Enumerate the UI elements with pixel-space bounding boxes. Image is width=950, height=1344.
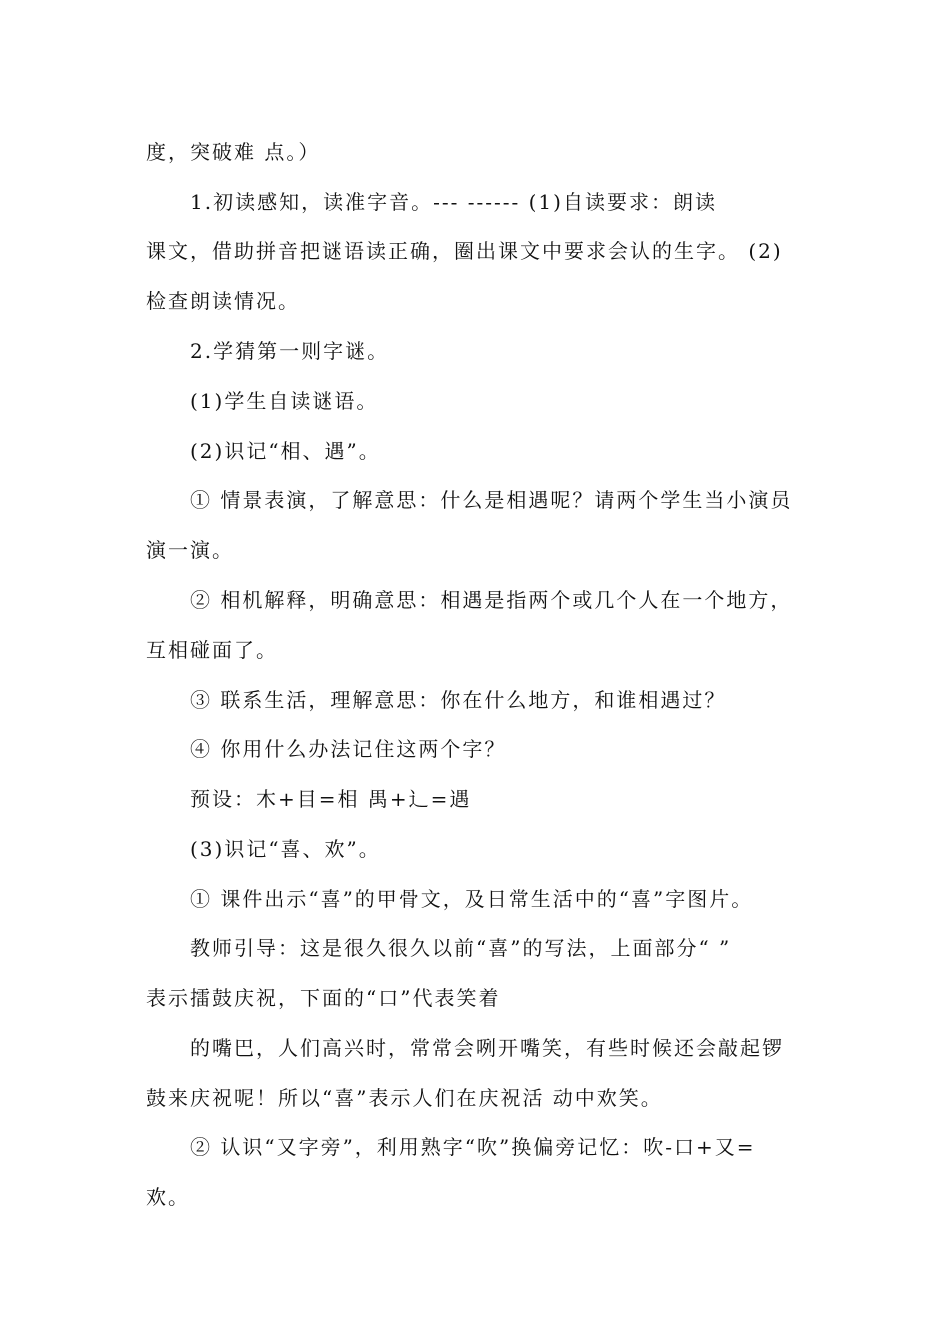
text-line-6: (1)学生自读谜语。 [190,389,379,413]
text-line-12: ③ 联系生活，理解意思：你在什么地方，和谁相遇过？ [190,688,727,712]
text-line-4: 检查朗读情况。 [146,289,300,313]
text-line-9: 演一演。 [146,538,234,562]
text-line-8: ① 情景表演，了解意思：什么是相遇呢？请两个学生当小演员 [190,488,793,512]
text-line-11: 互相碰面了。 [146,638,278,662]
text-line-10: ② 相机解释，明确意思：相遇是指两个或几个人在一个地方， [190,588,793,612]
text-line-17: 教师引导：这是很久很久以前“喜”的写法，上面部分“ ” [190,936,732,960]
text-line-19: 的嘴巴，人们高兴时，常常会咧开嘴笑，有些时候还会敲起锣 [190,1036,784,1060]
text-line-16: ① 课件出示“喜”的甲骨文，及日常生活中的“喜”字图片。 [190,887,754,911]
text-line-14: 预设：木+目=相 禺+辶=遇 [190,787,472,811]
text-line-18: 表示擂鼓庆祝，下面的“口”代表笑着 [146,986,501,1010]
text-line-5: 2.学猜第一则字谜。 [190,339,390,363]
text-line-3: 课文，借助拼音把谜语读正确，圈出课文中要求会认的生字。 (2) [146,239,783,263]
text-line-2: 1.初读感知，读准字音。--- ------ (1)自读要求：朗读 [190,190,717,214]
text-line-15: (3)识记“喜、欢”。 [190,837,381,861]
text-line-7: (2)识记“相、遇”。 [190,439,381,463]
text-line-13: ④ 你用什么办法记住这两个字？ [190,737,507,761]
text-line-1: 度，突破难 点。） [146,140,321,164]
text-line-21: ② 认识“又字旁”，利用熟字“吹”换偏旁记忆：吹-口+又= [190,1135,756,1159]
text-line-20: 鼓来庆祝呢！所以“喜”表示人们在庆祝活 动中欢笑。 [146,1086,663,1110]
text-line-22: 欢。 [146,1185,190,1209]
